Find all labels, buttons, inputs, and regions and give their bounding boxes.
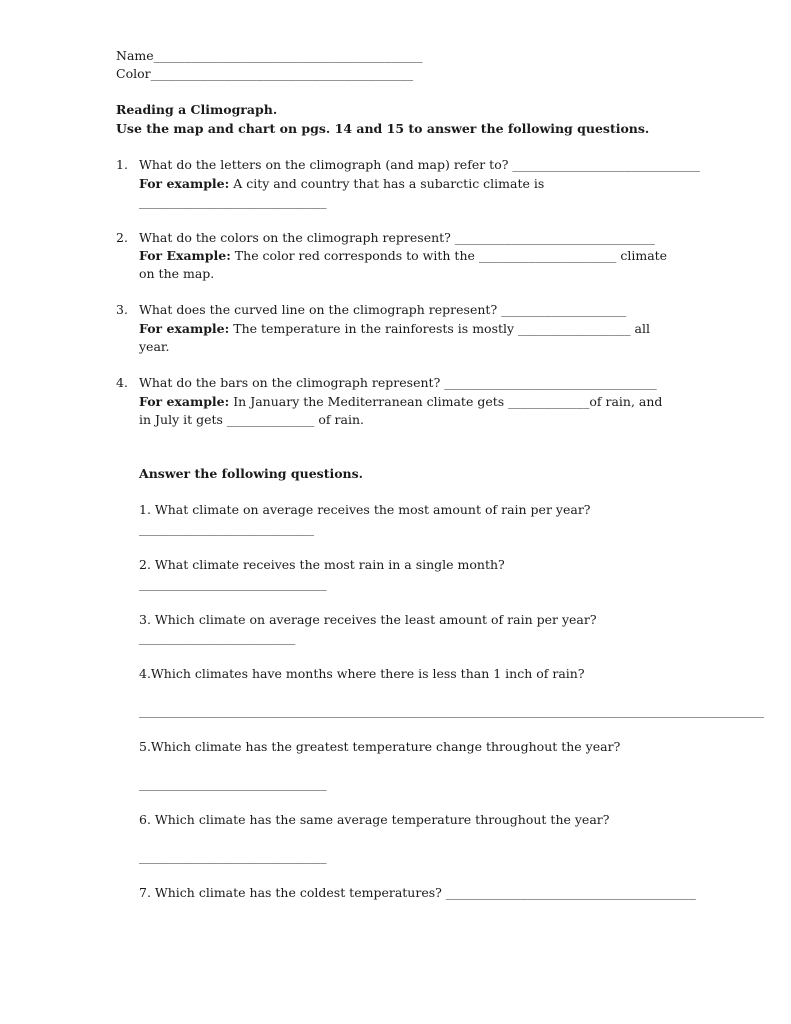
answer-blank: ______________________________ [139, 776, 327, 791]
example-line [139, 175, 544, 194]
example-line [139, 320, 650, 339]
answer-blank: ______________________________ [139, 849, 327, 864]
part2-question-4: 4.Which climates have months where there is less than 1 inch of rain? [139, 666, 585, 681]
part2-question-2: 2. What climate receives the most rain in a single month? [139, 557, 505, 572]
color-field-line: Color__________________________________________ [116, 66, 414, 81]
part2-question-1: 1. What climate on average receives the most amount of rain per year? [139, 502, 591, 517]
question-number: 2. [116, 230, 128, 245]
question-number: 4. [116, 375, 128, 390]
question-text: What do the colors on the climograph represent? ________________________________ [139, 230, 655, 245]
answer-blank: ____________________________________________________________________________________________________ [139, 703, 764, 718]
question-number: 1. [116, 157, 128, 172]
example-label: For example: [139, 394, 230, 409]
example-continuation: in July it gets ______________ of rain. [139, 412, 364, 427]
example-label: For example: [139, 321, 230, 336]
answer-blank: ______________________________ [139, 194, 327, 209]
example-continuation: year. [139, 339, 170, 354]
answer-blank: ____________________________ [139, 521, 314, 536]
example-text: The color red corresponds to with the ______________________ climate [230, 248, 668, 263]
answer-blank: _________________________ [139, 630, 296, 645]
worksheet-instructions: Use the map and chart on pgs. 14 and 15 to answer the following questions. [116, 121, 650, 136]
question-number: 3. [116, 302, 128, 317]
part2-question-7: 7. Which climate has the coldest temperatures? ________________________________________ [139, 885, 696, 900]
example-text: In January the Mediterranean climate gets _____________of rain, and [229, 394, 663, 409]
example-text: A city and country that has a subarctic climate is [229, 176, 545, 191]
example-label: For example: [139, 176, 230, 191]
example-line [139, 393, 662, 412]
question-text: What do the bars on the climograph represent? __________________________________ [139, 375, 657, 390]
example-line [139, 247, 667, 266]
example-text: The temperature in the rainforests is mostly __________________ all [229, 321, 650, 336]
part2-question-3: 3. Which climate on average receives the least amount of rain per year? [139, 612, 597, 627]
name-field-line: Name___________________________________________ [116, 48, 423, 63]
question-text: What do the letters on the climograph (and map) refer to? ______________________________ [139, 157, 700, 172]
question-text: What does the curved line on the climograph represent? ____________________ [139, 302, 627, 317]
part2-question-5: 5.Which climate has the greatest temperature change throughout the year? [139, 739, 621, 754]
example-label: For Example: [139, 248, 231, 263]
worksheet-title: Reading a Climograph. [116, 102, 278, 117]
part2-question-6: 6. Which climate has the same average temperature throughout the year? [139, 812, 610, 827]
section-heading: Answer the following questions. [139, 466, 364, 481]
example-continuation: on the map. [139, 266, 215, 281]
answer-blank: ______________________________ [139, 576, 327, 591]
